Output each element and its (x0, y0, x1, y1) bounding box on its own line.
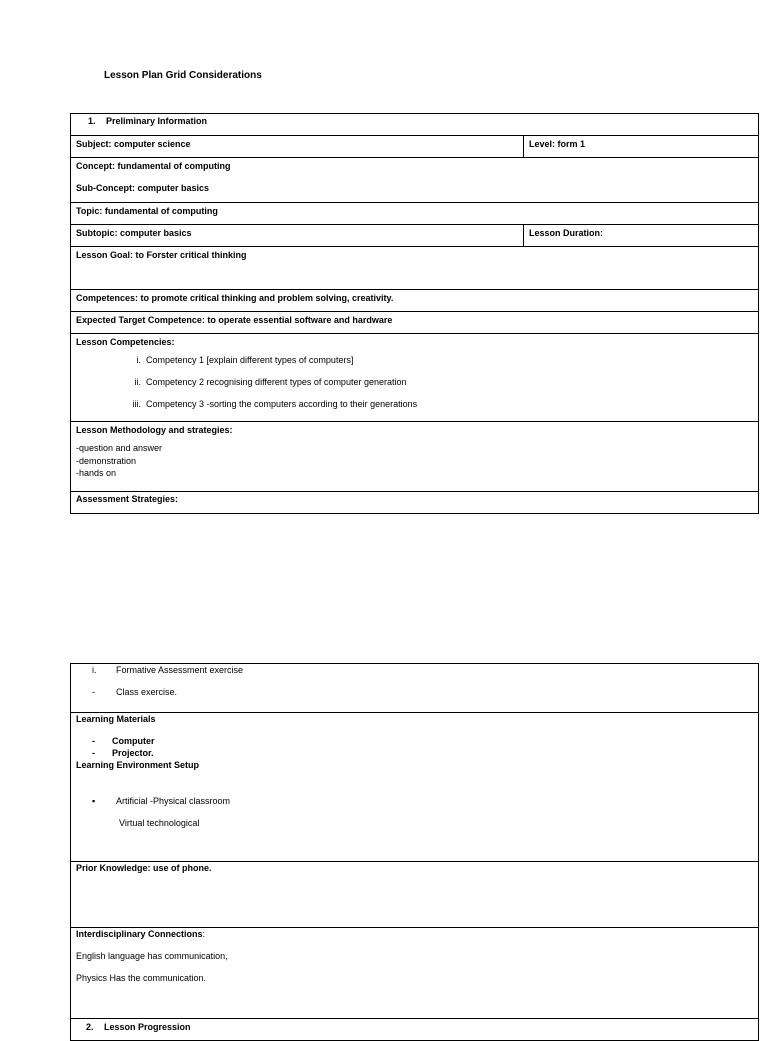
section-2-number: 2. (86, 1022, 94, 1032)
methodology-cell (71, 422, 759, 492)
list-item-text: Computer (112, 736, 155, 746)
lesson-duration-cell: Lesson Duration: (524, 225, 759, 247)
methodology-heading: Lesson Methodology and strategies: (76, 425, 233, 435)
methodology-list (76, 442, 753, 480)
environment-extra: Virtual technological (119, 818, 200, 828)
list-item-number: i. (136, 355, 141, 365)
environment-heading: Learning Environment Setup (76, 760, 200, 770)
list-item-text: Projector. (112, 748, 154, 758)
assessment-item-number: i. (92, 665, 97, 675)
list-item-text: Competency 3 -sorting the computers according to their generations (146, 399, 418, 409)
interdisciplinary-colon: : (202, 929, 206, 939)
lesson-details-table (70, 663, 759, 1041)
interdisciplinary-cell (71, 928, 759, 1019)
prior-knowledge-cell: Prior Knowledge: use of phone. (71, 862, 759, 928)
list-item: -hands on (76, 468, 117, 478)
list-item (76, 735, 753, 747)
assessment-strategies-cell: Assessment Strategies: (71, 492, 759, 514)
list-item (76, 398, 753, 410)
list-item-number: ii. (134, 377, 141, 387)
interdisciplinary-heading: Interdisciplinary Connections (76, 929, 203, 939)
section-2-title: Lesson Progression (104, 1022, 191, 1032)
level-cell: Level: form 1 (524, 136, 759, 158)
list-item-text: Artificial -Physical classroom (116, 796, 231, 806)
dash-marker: - (92, 687, 95, 697)
concept-cell (71, 158, 759, 203)
lesson-goal-cell: Lesson Goal: to Forster critical thinking (71, 247, 759, 290)
list-item: -demonstration (76, 455, 137, 466)
list-item: -question and answer (76, 443, 163, 453)
section-1-number: 1. (88, 116, 96, 126)
dash-marker: - (92, 736, 95, 746)
lesson-competencies-cell (71, 334, 759, 422)
competences-cell: Competences: to promote critical thinking and problem solving, creativity. (71, 290, 759, 312)
interdisciplinary-line: English language has communication, (76, 951, 228, 961)
list-item (76, 376, 753, 388)
list-item (76, 354, 753, 366)
section-1-header (71, 114, 759, 136)
list-item (76, 795, 753, 807)
sub-concept-text: Sub-Concept: computer basics (76, 183, 210, 193)
list-item-text: Competency 1 [explain different types of computers] (146, 355, 354, 365)
subtopic-cell: Subtopic: computer basics (71, 225, 524, 247)
section-2-header (71, 1019, 759, 1041)
subject-cell: Subject: computer science (71, 136, 524, 158)
topic-cell: Topic: fundamental of computing (71, 203, 759, 225)
list-item (76, 747, 753, 759)
competencies-list (76, 354, 753, 410)
assessment-sub-item (76, 686, 753, 698)
list-item-number: iii. (132, 399, 141, 409)
section-1-title: Preliminary Information (106, 116, 208, 126)
assessment-item (76, 664, 753, 676)
concept-text: Concept: fundamental of computing (76, 161, 231, 171)
lesson-competencies-heading: Lesson Competencies: (76, 337, 175, 347)
preliminary-info-table (70, 113, 759, 514)
assessment-item-text: Formative Assessment exercise (116, 665, 244, 675)
learning-materials-heading: Learning Materials (76, 714, 156, 724)
dash-marker: - (92, 748, 95, 758)
assessment-cell (71, 664, 759, 713)
assessment-sub-item-text: Class exercise. (116, 687, 178, 697)
materials-environment-cell (71, 713, 759, 862)
interdisciplinary-line: Physics Has the communication. (76, 973, 207, 983)
list-item-text: Competency 2 recognising different types of computer generation (146, 377, 407, 387)
bullet-icon: ▪ (92, 796, 96, 806)
expected-target-cell: Expected Target Competence: to operate essential software and hardware (71, 312, 759, 334)
document-title: Lesson Plan Grid Considerations (104, 70, 262, 81)
